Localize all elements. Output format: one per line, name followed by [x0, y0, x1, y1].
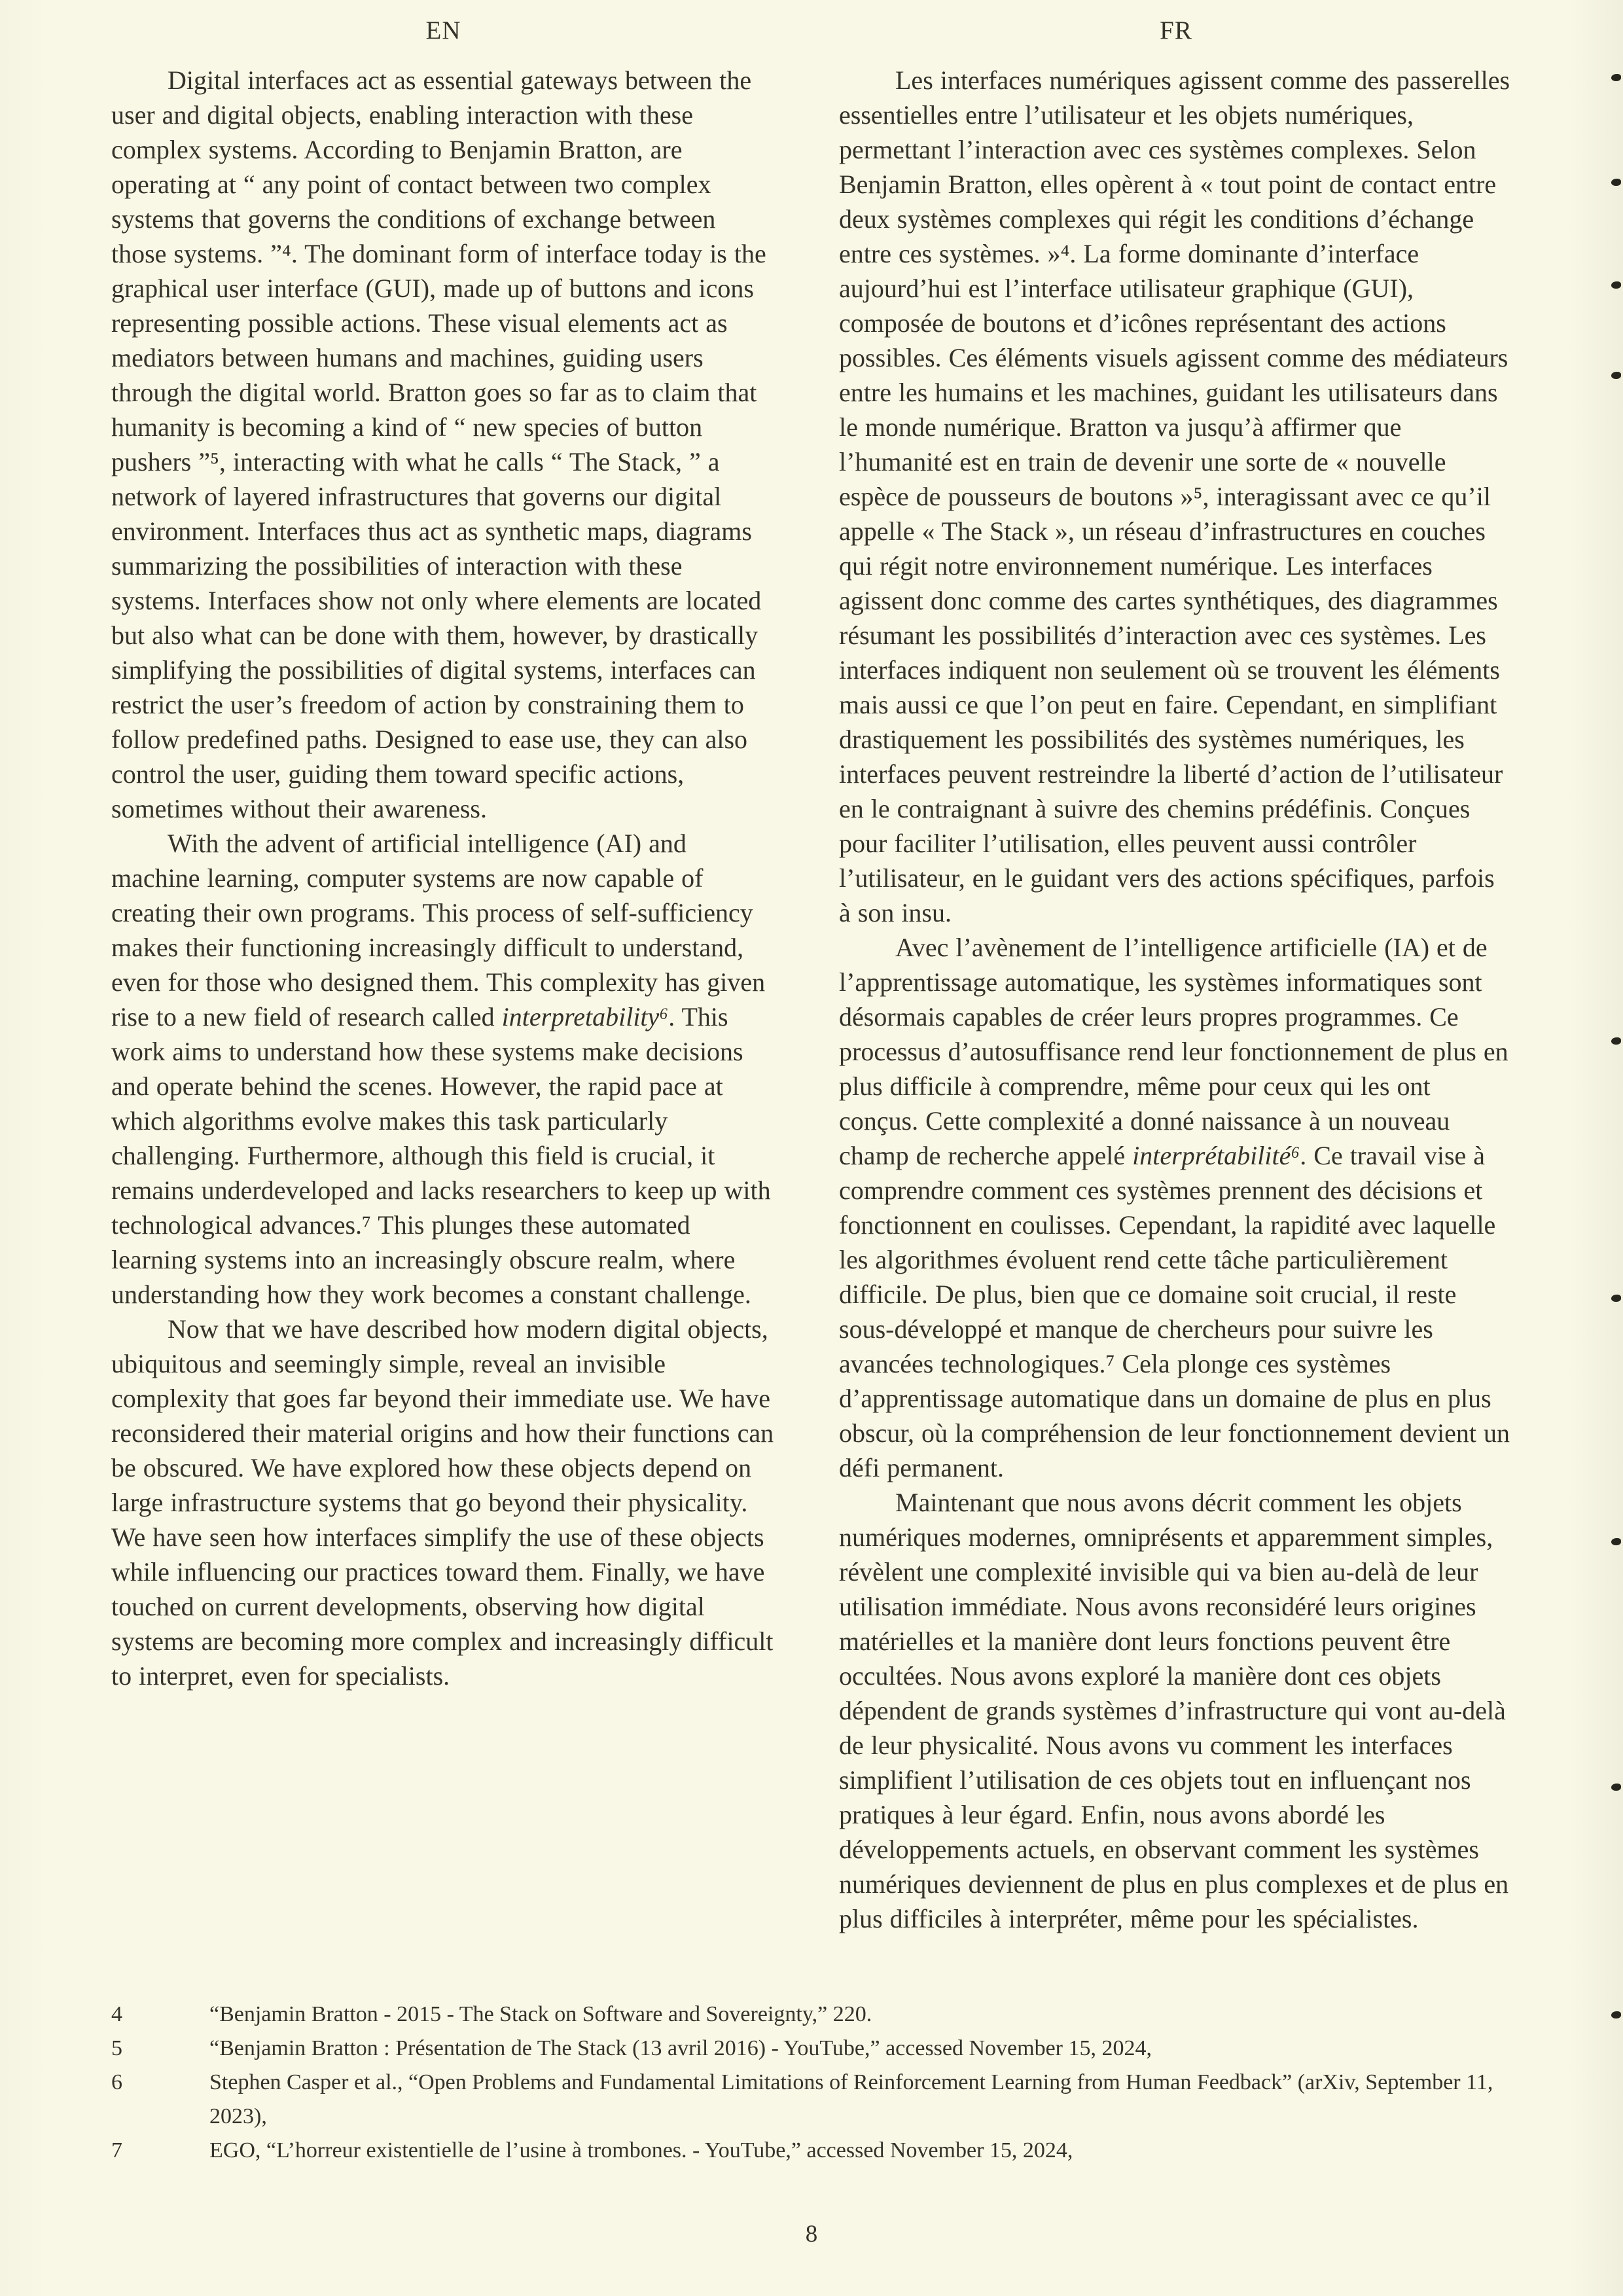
paragraph: [111, 63, 776, 826]
paragraph: [839, 1485, 1513, 1936]
footnote-number: 7: [111, 2138, 122, 2162]
italic-term: interpretability⁶: [501, 1002, 669, 1031]
italic-term: interprétabilité⁶: [1132, 1141, 1300, 1170]
page-number: 8: [805, 2221, 818, 2248]
scan-speck: [1611, 2011, 1621, 2018]
scan-speck: [1611, 281, 1621, 289]
scan-speck: [1611, 1295, 1621, 1302]
column-english: [111, 16, 776, 1693]
paragraph: [839, 63, 1513, 930]
column-body-fr: [839, 63, 1513, 1936]
paragraph: [839, 930, 1513, 1485]
footnote-number: 4: [111, 2002, 122, 2026]
footnote: [111, 2066, 1551, 2134]
scan-speck: [1611, 74, 1621, 81]
scan-speck: [1611, 1538, 1621, 1545]
scan-speck: [1611, 179, 1621, 186]
text-run: Maintenant que nous avons décrit comment les objets numériques modernes, omniprésents et apparemment simples, révèlent une complexité invisible qui va bien au-delà de leur utilisation immédiate. Nous avons reconsidéré leurs origines matérielles et la manière dont leurs fonctions peuvent être occultées. Nous avons exploré la manière dont ces objets dépendent de grands systèmes d’infrastructure qui vont au-delà de leur physicalité. Nous avons vu comment les interfaces simplifient l’utilisation de ces objets tout en influençant nos pratiques à leur égard. Enfin, nous avons abordé les développements actuels, en observant comment les systèmes numériques deviennent de plus en plus complexes et de plus en plus difficiles à interpréter, même pour les spécialistes.: [839, 1488, 1509, 1933]
footnote-number: 6: [111, 2070, 122, 2094]
column-header-fr: FR: [1160, 16, 1192, 45]
text-run: . This work aims to understand how these systems make decisions and operate behind the scenes. However, the rapid pace at which algorithms evolve makes this task particularly challenging. Furthermore, although this field is crucial, it remains underdeveloped and lacks researchers to keep up with technological advances.⁷ This plunges these automated learning systems into an increasingly obscure realm, where understanding how they work becomes a constant challenge.: [111, 1002, 771, 1309]
footnote-number: 5: [111, 2036, 122, 2060]
paragraph: [111, 826, 776, 1312]
text-run: Avec l’avènement de l’intelligence artificielle (IA) et de l’apprentissage automatique, les systèmes informatiques sont désormais capables de créer leurs propres programmes. Ce processus d’autosuffisance rend leur fonctionnement de plus en plus difficile à comprendre, même pour ceux qui les ont conçus. Cette complexité a donné naissance à un nouveau champ de recherche appelé: [839, 933, 1508, 1170]
footnote-text: EGO, “L’horreur existentielle de l’usine à trombones. - YouTube,” accessed November 15, 2024,: [209, 2138, 1073, 2162]
footnote: [111, 2032, 1551, 2066]
text-run: Digital interfaces act as essential gateways between the user and digital objects, enabling interaction with these complex systems. According to Benjamin Bratton, are operating at “ any point of contact between two complex systems that governs the conditions of exchange between those systems. ”⁴. The dominant form of interface today is the graphical user interface (GUI), made up of buttons and icons representing possible actions. These visual elements act as mediators between humans and machines, guiding users through the digital world. Bratton goes so far as to claim that humanity is becoming a kind of “ new species of button pushers ”⁵, interacting with what he calls “ The Stack, ” a network of layered infrastructures that governs our digital environment. Interfaces thus act as synthetic maps, diagrams summarizing the possibilities of interaction with these systems. Interfaces show not only where elements are located but also what can be done with them, however, by drastically simplifying the possibilities of digital systems, interfaces can restrict the user’s freedom of action by constraining them to follow predefined paths. Designed to ease use, they can also control the user, guiding them toward specific actions, sometimes without their awareness.: [111, 65, 766, 823]
text-run: With the advent of artificial intelligence (AI) and machine learning, computer systems are now capable of creating their own programs. This process of self-sufficiency makes their functioning increasingly difficult to understand, even for those who designed them. This complexity has given rise to a new field of research called: [111, 829, 766, 1031]
column-french: [839, 16, 1513, 1936]
column-header-en: EN: [425, 16, 461, 45]
footnotes-section: [111, 1998, 1551, 2168]
text-run: Les interfaces numériques agissent comme des passerelles essentielles entre l’utilisateur et les objets numériques, permettant l’interaction avec ces systèmes complexes. Selon Benjamin Bratton, elles opèrent à « tout point de contact entre deux systèmes complexes qui régit les conditions d’échange entre ces systèmes. »⁴. La forme dominante d’interface aujourd’hui est l’interface utilisateur graphique (GUI), composée de boutons et d’icônes représentant des actions possibles. Ces éléments visuels agissent comme des médiateurs entre les humains et les machines, guidant les utilisateurs dans le monde numérique. Bratton va jusqu’à affirmer que l’humanité est en train de devenir une sorte de « nouvelle espèce de pousseurs de boutons »⁵, interagissant avec ce qu’il appelle « The Stack », un réseau d’infrastructures en couches qui régit notre environnement numérique. Les interfaces agissent donc comme des cartes synthétiques, des diagrammes résumant les possibilités d’interaction avec ces systèmes. Les interfaces indiquent non seulement où se trouvent les éléments mais aussi ce que l’on peut en faire. Cependant, en simplifiant drastiquement les possibilités des systèmes numériques, les interfaces peuvent restreindre la liberté d’action de l’utilisateur en le contraignant à suivre des chemins prédéfinis. Conçues pour faciliter l’utilisation, elles peuvent aussi contrôler l’utilisateur, en le guidant vers des actions spécifiques, parfois à son insu.: [839, 65, 1510, 927]
scan-speck: [1611, 1037, 1621, 1045]
paragraph: [111, 1312, 776, 1693]
footnote-text: “Benjamin Bratton - 2015 - The Stack on Software and Sovereignty,” 220.: [209, 2002, 872, 2026]
footnote: [111, 2134, 1551, 2168]
column-body-en: [111, 63, 776, 1693]
text-run: Now that we have described how modern digital objects, ubiquitous and seemingly simple, reveal an invisible complexity that goes far beyond their immediate use. We have reconsidered their material origins and how their functions can be obscured. We have explored how these objects depend on large infrastructure systems that go beyond their physicality. We have seen how interfaces simplify the use of these objects while influencing our practices toward them. Finally, we have touched on current developments, observing how digital systems are becoming more complex and increasingly difficult to interpret, even for specialists.: [111, 1314, 774, 1691]
footnote-text: Stephen Casper et al., “Open Problems and Fundamental Limitations of Reinforcement Learning from Human Feedback” (arXiv, September 11, 2023),: [209, 2070, 1493, 2128]
scan-speck: [1611, 372, 1621, 379]
footnote: [111, 1998, 1551, 2032]
text-run: . Ce travail vise à comprendre comment ces systèmes prennent des décisions et fonctionnent en coulisses. Cependant, la rapidité avec laquelle les algorithmes évoluent rend cette tâche particulièrement difficile. De plus, bien que ce domaine soit crucial, il reste sous-développé et manque de chercheurs pour suivre les avancées technologiques.⁷ Cela plonge ces systèmes d’apprentissage automatique dans un domaine de plus en plus obscur, où la compréhension de leur fonctionnement devient un défi permanent.: [839, 1141, 1510, 1482]
scan-speck: [1611, 1784, 1621, 1791]
footnote-text: “Benjamin Bratton : Présentation de The Stack (13 avril 2016) - YouTube,” accessed November 15, 2024,: [209, 2036, 1152, 2060]
